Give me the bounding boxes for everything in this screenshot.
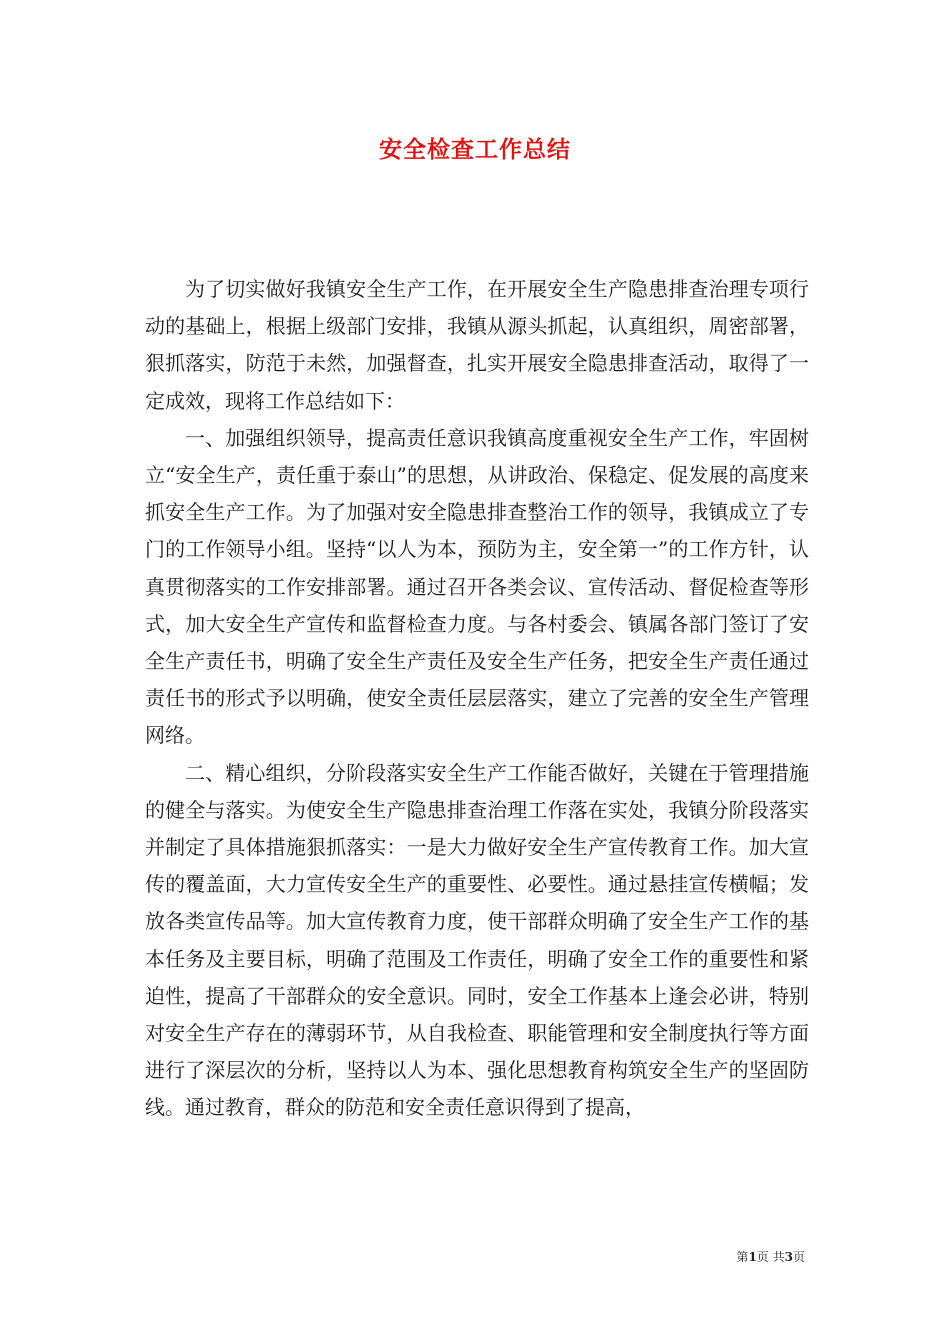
footer-prefix: 第	[736, 1250, 749, 1264]
page-footer	[736, 1248, 805, 1266]
footer-suffix: 页	[792, 1250, 805, 1264]
paragraph-section-two: 二、精心组织，分阶段落实安全生产工作能否做好，关键在于管理措施的健全与落实。为使安全生产隐患排查治理工作落在实处，我镇分阶段落实并制定了具体措施狠抓落实：一是大力做好安全生产宣传教育工作。加大宣传的覆盖面，大力宣传安全生产的重要性、必要性。通过悬挂宣传横幅；发放各类宣传品等。加大宣传教育力度，使干部群众明确了安全生产工作的基本任务及主要目标，明确了范围及工作责任，明确了安全工作的重要性和紧迫性，提高了干部群众的安全意识。同时，安全工作基本上逢会必讲，特别对安全生产存在的薄弱环节，从自我检查、职能管理和安全制度执行等方面进行了深层次的分析，坚持以人为本、强化思想教育构筑安全生产的坚固防线。通过教育，群众的防范和安全责任意识得到了提高，	[145, 760, 809, 1120]
current-page-number: 1	[748, 1250, 757, 1264]
paragraph-section-one: 一、加强组织领导，提高责任意识我镇高度重视安全生产工作，牢固树立“安全生产，责任重于泰山”的思想，从讲政治、保稳定、促发展的高度来抓安全生产工作。为了加强对安全隐患排查整治工作的领导，我镇成立了专门的工作领导小组。坚持“以人为本，预防为主，安全第一”的工作方针，认真贯彻落实的工作安排部署。通过召开各类会议、宣传活动、督促检查等形式，加大安全生产宣传和监督检查力度。与各村委会、镇属各部门签订了安全生产责任书，明确了安全生产责任及安全生产任务，把安全生产责任通过责任书的形式予以明确，使安全责任层层落实，建立了完善的安全生产管理网络。	[145, 425, 809, 748]
document-body	[145, 271, 809, 1127]
document-title: 安全检查工作总结	[379, 136, 571, 163]
footer-middle: 页 共	[756, 1250, 785, 1264]
paragraph-intro: 为了切实做好我镇安全生产工作，在开展安全生产隐患排查治理专项行动的基础上，根据上级部门安排，我镇从源头抓起，认真组织，周密部署，狠抓落实，防范于未然，加强督查，扎实开展安全隐患排查活动，取得了一定成效，现将工作总结如下：	[145, 277, 809, 413]
total-pages-number: 3	[784, 1250, 793, 1264]
